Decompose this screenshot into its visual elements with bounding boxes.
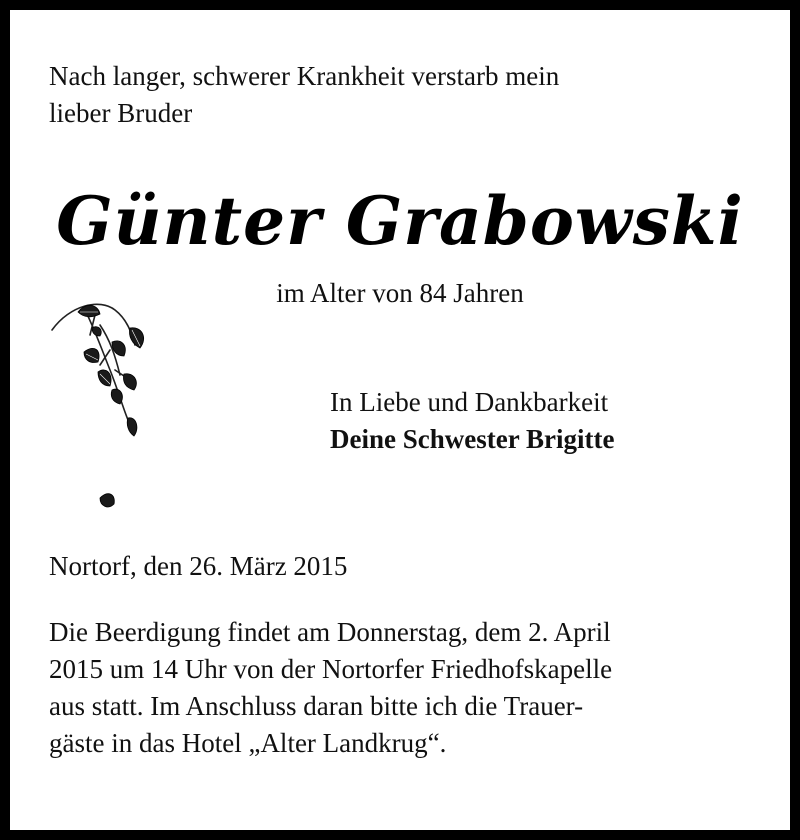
intro-text	[49, 58, 749, 132]
funeral-line: aus statt. Im Anschluss daran bitte ich die Trauer-	[49, 691, 584, 721]
deceased-name: Günter Grabowski	[56, 182, 744, 260]
leaf-branch-icon	[40, 290, 170, 530]
closing-line: In Liebe und Dankbarkeit	[330, 387, 609, 417]
obituary-notice	[10, 10, 790, 830]
funeral-info	[49, 614, 769, 762]
signature: Deine Schwester Brigitte	[330, 424, 615, 454]
funeral-line: Die Beerdigung findet am Donnerstag, dem 2. April	[49, 617, 611, 647]
place-date: Nortorf, den 26. März 2015	[49, 551, 348, 581]
intro-line: Nach langer, schwerer Krankheit verstarb mein	[49, 61, 560, 91]
funeral-line: 2015 um 14 Uhr von der Nortorfer Friedhofskapelle	[49, 654, 613, 684]
funeral-line: gäste in das Hotel „Alter Landkrug“.	[49, 728, 447, 758]
closing-block	[330, 384, 770, 458]
intro-line: lieber Bruder	[49, 98, 193, 128]
age-line: im Alter von 84 Jahren	[276, 278, 524, 308]
